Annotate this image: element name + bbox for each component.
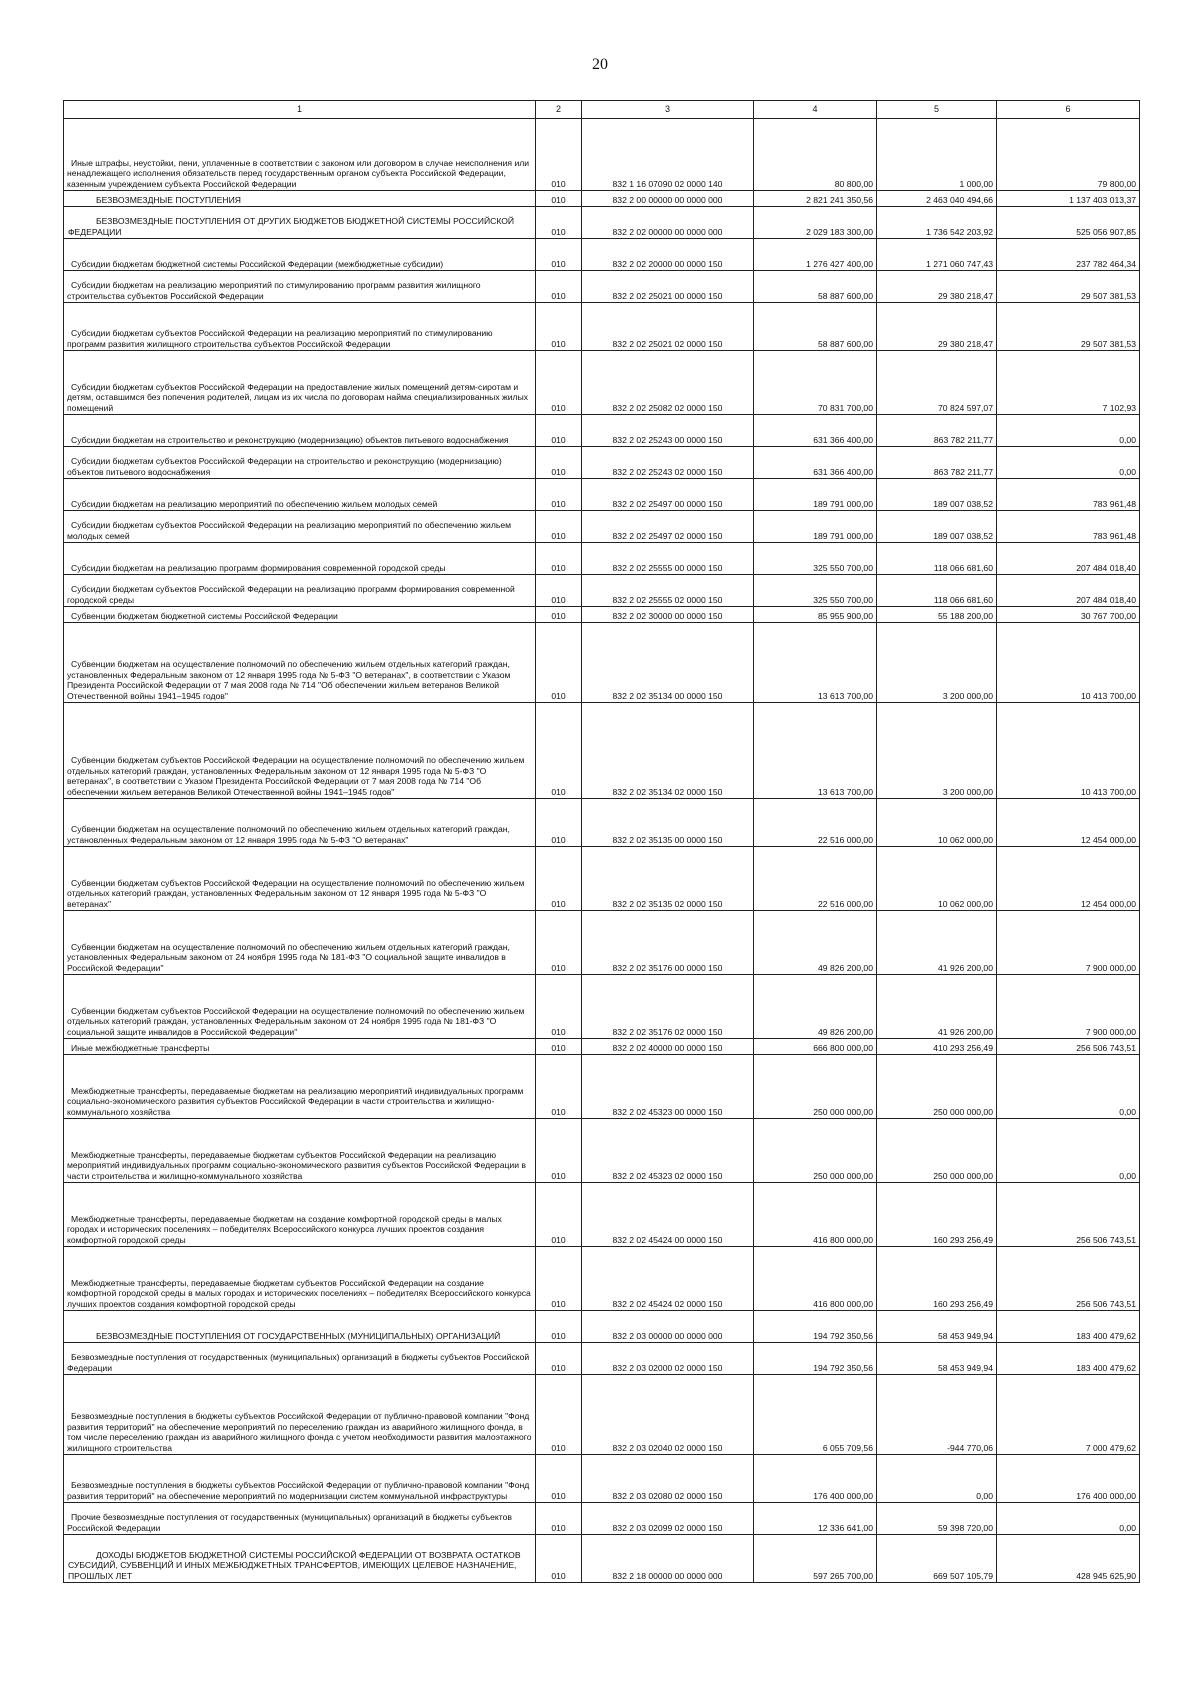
- row-remainder-cell: 176 400 000,00: [997, 1455, 1140, 1503]
- row-budget-code-cell: 832 1 16 07090 02 0000 140: [582, 119, 754, 191]
- row-admin-code-cell: 010: [536, 191, 582, 207]
- row-remainder-cell: 256 506 743,51: [997, 1183, 1140, 1247]
- row-plan-cell: 58 887 600,00: [754, 271, 877, 303]
- row-budget-code-cell: 832 2 02 25555 02 0000 150: [582, 575, 754, 607]
- row-executed-cell: 29 380 218,47: [877, 271, 997, 303]
- row-executed-cell: 410 293 256,49: [877, 1039, 997, 1055]
- row-remainder-cell: 237 782 464,34: [997, 239, 1140, 271]
- row-plan-cell: 189 791 000,00: [754, 479, 877, 511]
- row-executed-cell: 3 200 000,00: [877, 703, 997, 799]
- row-plan-cell: 631 366 400,00: [754, 415, 877, 447]
- row-remainder-cell: 183 400 479,62: [997, 1343, 1140, 1375]
- row-executed-cell: 41 926 200,00: [877, 911, 997, 975]
- row-remainder-cell: 7 000 479,62: [997, 1375, 1140, 1455]
- table-row: [64, 703, 1140, 799]
- row-remainder-cell: 783 961,48: [997, 479, 1140, 511]
- row-remainder-cell: 207 484 018,40: [997, 575, 1140, 607]
- table-row: [64, 191, 1140, 207]
- row-plan-cell: 666 800 000,00: [754, 1039, 877, 1055]
- row-remainder-cell: 525 056 907,85: [997, 207, 1140, 239]
- row-remainder-cell: 29 507 381,53: [997, 303, 1140, 351]
- row-admin-code-cell: 010: [536, 911, 582, 975]
- table-row: [64, 511, 1140, 543]
- row-admin-code-cell: 010: [536, 1055, 582, 1119]
- row-remainder-cell: 256 506 743,51: [997, 1247, 1140, 1311]
- row-remainder-cell: 256 506 743,51: [997, 1039, 1140, 1055]
- row-remainder-cell: 29 507 381,53: [997, 271, 1140, 303]
- row-executed-cell: 1 736 542 203,92: [877, 207, 997, 239]
- row-executed-cell: 669 507 105,79: [877, 1535, 997, 1583]
- row-name-cell: Межбюджетные трансферты, передаваемые бюджетам субъектов Российской Федерации на реализацию мероприятий индивидуальных программ социально-экономического развития субъектов Российской Федерации в части строительства и жилищно-коммунального хозяйства: [64, 1119, 536, 1183]
- row-plan-cell: 13 613 700,00: [754, 703, 877, 799]
- row-admin-code-cell: 010: [536, 1535, 582, 1583]
- row-name-cell: Субсидии бюджетам субъектов Российской Федерации на реализацию мероприятий по обеспечению жильем молодых семей: [64, 511, 536, 543]
- table-row: [64, 1055, 1140, 1119]
- report-body: [64, 119, 1140, 1583]
- row-name-cell: БЕЗВОЗМЕЗДНЫЕ ПОСТУПЛЕНИЯ: [64, 191, 536, 207]
- row-remainder-cell: 207 484 018,40: [997, 543, 1140, 575]
- row-plan-cell: 416 800 000,00: [754, 1183, 877, 1247]
- row-budget-code-cell: 832 2 02 25082 02 0000 150: [582, 351, 754, 415]
- row-admin-code-cell: 010: [536, 239, 582, 271]
- table-row: [64, 1039, 1140, 1055]
- row-budget-code-cell: 832 2 02 25555 00 0000 150: [582, 543, 754, 575]
- row-budget-code-cell: 832 2 02 25243 00 0000 150: [582, 415, 754, 447]
- row-budget-code-cell: 832 2 02 30000 00 0000 150: [582, 607, 754, 623]
- row-plan-cell: 85 955 900,00: [754, 607, 877, 623]
- table-row: [64, 1247, 1140, 1311]
- row-name-cell: Субсидии бюджетам на строительство и реконструкцию (модернизацию) объектов питьевого водоснабжения: [64, 415, 536, 447]
- row-admin-code-cell: 010: [536, 351, 582, 415]
- row-budget-code-cell: 832 2 02 20000 00 0000 150: [582, 239, 754, 271]
- row-executed-cell: 10 062 000,00: [877, 847, 997, 911]
- column-number-row: [64, 101, 1140, 119]
- table-row: [64, 623, 1140, 703]
- row-admin-code-cell: 010: [536, 511, 582, 543]
- table-row: [64, 1119, 1140, 1183]
- row-budget-code-cell: 832 2 02 25497 00 0000 150: [582, 479, 754, 511]
- row-executed-cell: 250 000 000,00: [877, 1055, 997, 1119]
- row-name-cell: Субвенции бюджетам на осуществление полномочий по обеспечению жильем отдельных категорий граждан, установленных Федеральным законом от 12 января 1995 года № 5-ФЗ "О ветеранах": [64, 799, 536, 847]
- row-budget-code-cell: 832 2 02 45424 00 0000 150: [582, 1183, 754, 1247]
- row-name-cell: Иные межбюджетные трансферты: [64, 1039, 536, 1055]
- row-plan-cell: 2 029 183 300,00: [754, 207, 877, 239]
- row-name-cell: Субвенции бюджетам субъектов Российской Федерации на осуществление полномочий по обеспечению жильем отдельных категорий граждан, установленных Федеральным законом от 24 ноября 1995 года № 181-ФЗ "О социальной защите инвалидов в Российской Федерации": [64, 975, 536, 1039]
- page-number: 20: [592, 56, 608, 73]
- table-row: [64, 1183, 1140, 1247]
- row-remainder-cell: 0,00: [997, 447, 1140, 479]
- row-plan-cell: 189 791 000,00: [754, 511, 877, 543]
- row-admin-code-cell: 010: [536, 1039, 582, 1055]
- row-admin-code-cell: 010: [536, 119, 582, 191]
- row-plan-cell: 80 800,00: [754, 119, 877, 191]
- row-budget-code-cell: 832 2 02 45323 02 0000 150: [582, 1119, 754, 1183]
- row-name-cell: Субвенции бюджетам субъектов Российской Федерации на осуществление полномочий по обеспечению жильем отдельных категорий граждан, установленных Федеральным законом от 12 января 1995 года № 5-ФЗ "О ветеранах": [64, 847, 536, 911]
- row-name-cell: Субвенции бюджетам бюджетной системы Российской Федерации: [64, 607, 536, 623]
- row-admin-code-cell: 010: [536, 607, 582, 623]
- row-plan-cell: 2 821 241 350,56: [754, 191, 877, 207]
- row-plan-cell: 58 887 600,00: [754, 303, 877, 351]
- row-name-cell: Субсидии бюджетам бюджетной системы Российской Федерации (межбюджетные субсидии): [64, 239, 536, 271]
- row-remainder-cell: 1 137 403 013,37: [997, 191, 1140, 207]
- row-executed-cell: 3 200 000,00: [877, 623, 997, 703]
- table-row: [64, 119, 1140, 191]
- row-admin-code-cell: 010: [536, 543, 582, 575]
- row-admin-code-cell: 010: [536, 1119, 582, 1183]
- row-remainder-cell: 10 413 700,00: [997, 703, 1140, 799]
- column-header: 2: [536, 101, 582, 119]
- row-remainder-cell: 0,00: [997, 1503, 1140, 1535]
- row-remainder-cell: 7 900 000,00: [997, 911, 1140, 975]
- row-plan-cell: 325 550 700,00: [754, 575, 877, 607]
- row-executed-cell: 10 062 000,00: [877, 799, 997, 847]
- row-name-cell: Субвенции бюджетам на осуществление полномочий по обеспечению жильем отдельных категорий граждан, установленных Федеральным законом от 12 января 1995 года № 5-ФЗ "О ветеранах", в соответствии с Указом Президента Российской Федерации от 7 мая 2008 года № 714 "Об обеспечении жильем ветеранов Великой Отечественной войны 1941–1945 годов": [64, 623, 536, 703]
- row-admin-code-cell: 010: [536, 1375, 582, 1455]
- row-remainder-cell: 0,00: [997, 1119, 1140, 1183]
- row-admin-code-cell: 010: [536, 415, 582, 447]
- row-remainder-cell: 0,00: [997, 415, 1140, 447]
- row-name-cell: Субвенции бюджетам субъектов Российской Федерации на осуществление полномочий по обеспечению жильем отдельных категорий граждан, установленных Федеральным законом от 12 января 1995 года № 5-ФЗ "О ветеранах", в соответствии с Указом Президента Российской Федерации от 7 мая 2008 года № 714 "Об обеспечении жильем ветеранов Великой Отечественной войны 1941–1945 годов": [64, 703, 536, 799]
- row-remainder-cell: 10 413 700,00: [997, 623, 1140, 703]
- row-executed-cell: 0,00: [877, 1455, 997, 1503]
- row-plan-cell: 194 792 350,56: [754, 1343, 877, 1375]
- row-budget-code-cell: 832 2 02 35135 00 0000 150: [582, 799, 754, 847]
- row-plan-cell: 49 826 200,00: [754, 975, 877, 1039]
- table-row: [64, 1311, 1140, 1343]
- row-executed-cell: 863 782 211,77: [877, 415, 997, 447]
- row-budget-code-cell: 832 2 03 02040 02 0000 150: [582, 1375, 754, 1455]
- row-admin-code-cell: 010: [536, 1247, 582, 1311]
- row-name-cell: Субсидии бюджетам субъектов Российской Федерации на строительство и реконструкцию (модернизацию) объектов питьевого водоснабжения: [64, 447, 536, 479]
- column-header: 3: [582, 101, 754, 119]
- row-remainder-cell: 7 102,93: [997, 351, 1140, 415]
- row-executed-cell: 1 271 060 747,43: [877, 239, 997, 271]
- row-executed-cell: 863 782 211,77: [877, 447, 997, 479]
- table-row: [64, 271, 1140, 303]
- row-name-cell: Прочие безвозмездные поступления от государственных (муниципальных) организаций в бюджеты субъектов Российской Федерации: [64, 1503, 536, 1535]
- row-name-cell: Субсидии бюджетам субъектов Российской Федерации на реализацию мероприятий по стимулированию программ развития жилищного строительства субъектов Российской Федерации: [64, 303, 536, 351]
- row-name-cell: Межбюджетные трансферты, передаваемые бюджетам субъектов Российской Федерации на создание комфортной городской среды в малых городах и исторических поселениях – победителях Всероссийского конкурса лучших проектов создания комфортной городской среды: [64, 1247, 536, 1311]
- table-row: [64, 1375, 1140, 1455]
- table-row: [64, 303, 1140, 351]
- row-admin-code-cell: 010: [536, 847, 582, 911]
- row-executed-cell: 70 824 597,07: [877, 351, 997, 415]
- row-budget-code-cell: 832 2 03 02080 02 0000 150: [582, 1455, 754, 1503]
- row-name-cell: Субсидии бюджетам на реализацию мероприятий по стимулированию программ развития жилищного строительства субъектов Российской Федерации: [64, 271, 536, 303]
- row-name-cell: Субсидии бюджетам субъектов Российской Федерации на реализацию программ формирования современной городской среды: [64, 575, 536, 607]
- row-admin-code-cell: 010: [536, 975, 582, 1039]
- row-admin-code-cell: 010: [536, 623, 582, 703]
- table-row: [64, 847, 1140, 911]
- row-budget-code-cell: 832 2 02 40000 00 0000 150: [582, 1039, 754, 1055]
- row-budget-code-cell: 832 2 02 45424 02 0000 150: [582, 1247, 754, 1311]
- row-plan-cell: 22 516 000,00: [754, 847, 877, 911]
- row-remainder-cell: 12 454 000,00: [997, 799, 1140, 847]
- table-row: [64, 415, 1140, 447]
- row-remainder-cell: 7 900 000,00: [997, 975, 1140, 1039]
- row-executed-cell: 29 380 218,47: [877, 303, 997, 351]
- row-executed-cell: 189 007 038,52: [877, 511, 997, 543]
- row-name-cell: Межбюджетные трансферты, передаваемые бюджетам на создание комфортной городской среды в малых городах и исторических поселениях – победителях Всероссийского конкурса лучших проектов создания комфортной городской среды: [64, 1183, 536, 1247]
- row-admin-code-cell: 010: [536, 447, 582, 479]
- table-row: [64, 799, 1140, 847]
- row-budget-code-cell: 832 2 02 35134 00 0000 150: [582, 623, 754, 703]
- row-plan-cell: 49 826 200,00: [754, 911, 877, 975]
- row-budget-code-cell: 832 2 03 02000 02 0000 150: [582, 1343, 754, 1375]
- row-plan-cell: 416 800 000,00: [754, 1247, 877, 1311]
- table-row: [64, 1503, 1140, 1535]
- row-executed-cell: -944 770,06: [877, 1375, 997, 1455]
- table-row: [64, 543, 1140, 575]
- row-executed-cell: 58 453 949,94: [877, 1343, 997, 1375]
- row-executed-cell: 55 188 200,00: [877, 607, 997, 623]
- table-row: [64, 207, 1140, 239]
- column-header: 4: [754, 101, 877, 119]
- row-remainder-cell: 183 400 479,62: [997, 1311, 1140, 1343]
- row-executed-cell: 118 066 681,60: [877, 543, 997, 575]
- row-plan-cell: 1 276 427 400,00: [754, 239, 877, 271]
- row-executed-cell: 189 007 038,52: [877, 479, 997, 511]
- row-remainder-cell: 428 945 625,90: [997, 1535, 1140, 1583]
- row-name-cell: БЕЗВОЗМЕЗДНЫЕ ПОСТУПЛЕНИЯ ОТ ДРУГИХ БЮДЖЕТОВ БЮДЖЕТНОЙ СИСТЕМЫ РОССИЙСКОЙ ФЕДЕРАЦИИ: [64, 207, 536, 239]
- row-executed-cell: 41 926 200,00: [877, 975, 997, 1039]
- row-name-cell: Субсидии бюджетам на реализацию мероприятий по обеспечению жильем молодых семей: [64, 479, 536, 511]
- row-plan-cell: 70 831 700,00: [754, 351, 877, 415]
- row-admin-code-cell: 010: [536, 575, 582, 607]
- row-admin-code-cell: 010: [536, 799, 582, 847]
- row-budget-code-cell: 832 2 02 25243 02 0000 150: [582, 447, 754, 479]
- column-header: 5: [877, 101, 997, 119]
- row-budget-code-cell: 832 2 02 45323 00 0000 150: [582, 1055, 754, 1119]
- row-plan-cell: 250 000 000,00: [754, 1119, 877, 1183]
- row-executed-cell: 58 453 949,94: [877, 1311, 997, 1343]
- table-row: [64, 607, 1140, 623]
- table-row: [64, 239, 1140, 271]
- row-budget-code-cell: 832 2 03 02099 02 0000 150: [582, 1503, 754, 1535]
- row-plan-cell: 194 792 350,56: [754, 1311, 877, 1343]
- row-plan-cell: 250 000 000,00: [754, 1055, 877, 1119]
- row-admin-code-cell: 010: [536, 207, 582, 239]
- row-admin-code-cell: 010: [536, 1343, 582, 1375]
- table-row: [64, 351, 1140, 415]
- row-executed-cell: 118 066 681,60: [877, 575, 997, 607]
- row-budget-code-cell: 832 2 02 25021 02 0000 150: [582, 303, 754, 351]
- table-row: [64, 975, 1140, 1039]
- column-header: 6: [997, 101, 1140, 119]
- row-remainder-cell: 0,00: [997, 1055, 1140, 1119]
- row-budget-code-cell: 832 2 18 00000 00 0000 000: [582, 1535, 754, 1583]
- row-remainder-cell: 30 767 700,00: [997, 607, 1140, 623]
- row-executed-cell: 160 293 256,49: [877, 1183, 997, 1247]
- row-plan-cell: 22 516 000,00: [754, 799, 877, 847]
- row-plan-cell: 325 550 700,00: [754, 543, 877, 575]
- row-plan-cell: 597 265 700,00: [754, 1535, 877, 1583]
- row-name-cell: Безвозмездные поступления в бюджеты субъектов Российской Федерации от публично-правовой компании "Фонд развития территорий" на обеспечение мероприятий по модернизации систем коммунальной инфраструктуры: [64, 1455, 536, 1503]
- row-admin-code-cell: 010: [536, 703, 582, 799]
- row-budget-code-cell: 832 2 00 00000 00 0000 000: [582, 191, 754, 207]
- table-row: [64, 1535, 1140, 1583]
- row-admin-code-cell: 010: [536, 303, 582, 351]
- row-admin-code-cell: 010: [536, 271, 582, 303]
- row-plan-cell: 176 400 000,00: [754, 1455, 877, 1503]
- row-executed-cell: 2 463 040 494,66: [877, 191, 997, 207]
- row-name-cell: Субсидии бюджетам субъектов Российской Федерации на предоставление жилых помещений детям-сиротам и детям, оставшимся без попечения родителей, лицам из их числа по договорам найма специализированных жилых помещений: [64, 351, 536, 415]
- table-row: [64, 447, 1140, 479]
- table-row: [64, 479, 1140, 511]
- row-remainder-cell: 79 800,00: [997, 119, 1140, 191]
- row-budget-code-cell: 832 2 02 35135 02 0000 150: [582, 847, 754, 911]
- row-remainder-cell: 783 961,48: [997, 511, 1140, 543]
- row-name-cell: Безвозмездные поступления в бюджеты субъектов Российской Федерации от публично-правовой компании "Фонд развития территорий" на обеспечение мероприятий по переселению граждан из аварийного жилищного фонда, в том числе переселению граждан из аварийного жилищного фонда с учетом необходимости развития малоэтажного жилищного строительства: [64, 1375, 536, 1455]
- row-executed-cell: 250 000 000,00: [877, 1119, 997, 1183]
- row-executed-cell: 160 293 256,49: [877, 1247, 997, 1311]
- row-plan-cell: 12 336 641,00: [754, 1503, 877, 1535]
- row-name-cell: БЕЗВОЗМЕЗДНЫЕ ПОСТУПЛЕНИЯ ОТ ГОСУДАРСТВЕННЫХ (МУНИЦИПАЛЬНЫХ) ОРГАНИЗАЦИЙ: [64, 1311, 536, 1343]
- row-budget-code-cell: 832 2 02 35134 02 0000 150: [582, 703, 754, 799]
- row-budget-code-cell: 832 2 02 25497 02 0000 150: [582, 511, 754, 543]
- budget-report-table: [63, 100, 1140, 1583]
- row-budget-code-cell: 832 2 03 00000 00 0000 000: [582, 1311, 754, 1343]
- table-row: [64, 1343, 1140, 1375]
- row-name-cell: Субсидии бюджетам на реализацию программ формирования современной городской среды: [64, 543, 536, 575]
- row-name-cell: Безвозмездные поступления от государственных (муниципальных) организаций в бюджеты субъектов Российской Федерации: [64, 1343, 536, 1375]
- row-budget-code-cell: 832 2 02 35176 00 0000 150: [582, 911, 754, 975]
- row-budget-code-cell: 832 2 02 00000 00 0000 000: [582, 207, 754, 239]
- row-admin-code-cell: 010: [536, 479, 582, 511]
- row-name-cell: Межбюджетные трансферты, передаваемые бюджетам на реализацию мероприятий индивидуальных программ социально-экономического развития субъектов Российской Федерации в части строительства и жилищно-коммунального хозяйства: [64, 1055, 536, 1119]
- row-admin-code-cell: 010: [536, 1183, 582, 1247]
- row-name-cell: Субвенции бюджетам на осуществление полномочий по обеспечению жильем отдельных категорий граждан, установленных Федеральным законом от 24 ноября 1995 года № 181-ФЗ "О социальной защите инвалидов в Российской Федерации": [64, 911, 536, 975]
- row-remainder-cell: 12 454 000,00: [997, 847, 1140, 911]
- row-budget-code-cell: 832 2 02 35176 02 0000 150: [582, 975, 754, 1039]
- row-executed-cell: 1 000,00: [877, 119, 997, 191]
- table-row: [64, 575, 1140, 607]
- row-executed-cell: 59 398 720,00: [877, 1503, 997, 1535]
- row-admin-code-cell: 010: [536, 1311, 582, 1343]
- table-row: [64, 1455, 1140, 1503]
- row-name-cell: ДОХОДЫ БЮДЖЕТОВ БЮДЖЕТНОЙ СИСТЕМЫ РОССИЙСКОЙ ФЕДЕРАЦИИ ОТ ВОЗВРАТА ОСТАТКОВ СУБСИДИЙ, СУБВЕНЦИЙ И ИНЫХ МЕЖБЮДЖЕТНЫХ ТРАНСФЕРТОВ, ИМЕЮЩИХ ЦЕЛЕВОЕ НАЗНАЧЕНИЕ, ПРОШЛЫХ ЛЕТ: [64, 1535, 536, 1583]
- row-plan-cell: 13 613 700,00: [754, 623, 877, 703]
- row-admin-code-cell: 010: [536, 1503, 582, 1535]
- row-admin-code-cell: 010: [536, 1455, 582, 1503]
- row-budget-code-cell: 832 2 02 25021 00 0000 150: [582, 271, 754, 303]
- row-name-cell: Иные штрафы, неустойки, пени, уплаченные в соответствии с законом или договором в случае неисполнения или ненадлежащего исполнения обязательств перед государственным органом субъекта Российской Федерации, казенным учреждением субъекта Российской Федерации: [64, 119, 536, 191]
- row-plan-cell: 6 055 709,56: [754, 1375, 877, 1455]
- table-row: [64, 911, 1140, 975]
- column-header: 1: [64, 101, 536, 119]
- row-plan-cell: 631 366 400,00: [754, 447, 877, 479]
